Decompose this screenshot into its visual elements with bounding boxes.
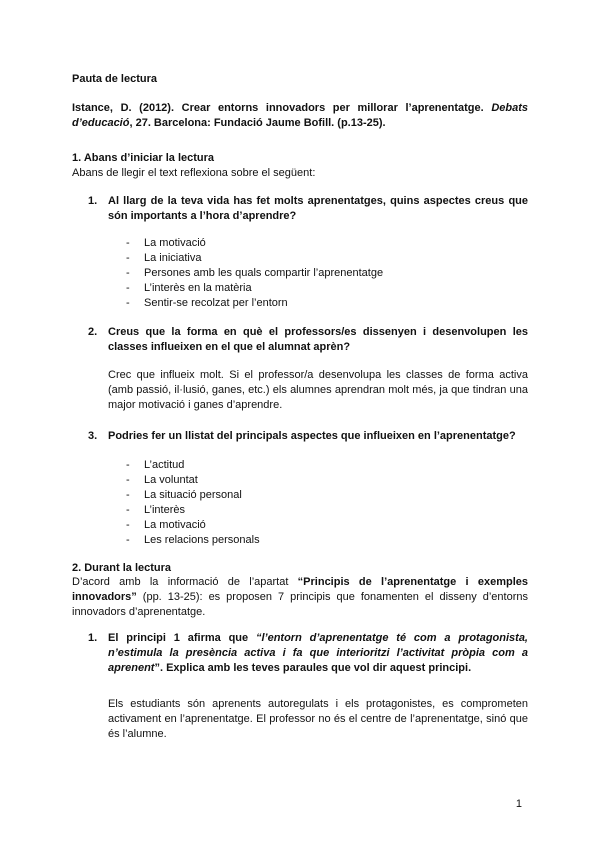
dash-bullet: - bbox=[126, 534, 130, 546]
list-item: - L’interès bbox=[126, 504, 185, 516]
dash-bullet: - bbox=[126, 297, 130, 309]
s2-q1-answer: Els estudiants són aprenents autoregulats i els protagonistes, es comprometen activament en l’aprenentatge. El professor no és el centre de l’aprenentatge, sinó que és l’alumne. bbox=[108, 698, 528, 740]
dash-bullet: - bbox=[126, 519, 130, 531]
dash-bullet: - bbox=[126, 267, 130, 279]
dash-bullet: - bbox=[126, 459, 130, 471]
citation-main: Istance, D. (2012). Crear entorns innovadors per millorar l’aprenentatge. bbox=[72, 102, 492, 114]
question-number: 1. bbox=[88, 195, 98, 207]
s1-q2-answer: Crec que influeix molt. Si el professor/a desenvolupa les classes de forma activa (amb passió, il·lusió, ganes, etc.) els alumnes aprendran molt més, ja que tindran una major motivació i ganes d’aprendre. bbox=[108, 369, 528, 411]
dash-bullet: - bbox=[126, 504, 130, 516]
list-item: - Sentir-se recolzat per l’entorn bbox=[126, 297, 288, 309]
page-number: 1 bbox=[515, 798, 522, 810]
document-title: Pauta de lectura bbox=[72, 73, 157, 85]
citation-journal: Debats d’educació bbox=[72, 102, 528, 129]
list-item: - La situació personal bbox=[126, 489, 242, 501]
section1-intro: Abans de llegir el text reflexiona sobre el següent: bbox=[72, 167, 316, 179]
principle-quote: “l’entorn d’aprenentatge té com a protagonista, n’estimula la presència activa i fa que interioritzi l’activitat pròpia com a aprenent bbox=[108, 632, 528, 674]
list-item: - La voluntat bbox=[126, 474, 198, 486]
section2-intro: D’acord amb la informació de l’apartat “Principis de l’aprenentatge i exemples innovadors” (pp. 13-25): es proposen 7 principis que fonamenten el disseny d’entorns innovadors d’aprenentatge. bbox=[72, 576, 528, 618]
section1-heading: 1. Abans d’iniciar la lectura bbox=[72, 152, 215, 164]
list-item: - La iniciativa bbox=[126, 252, 202, 264]
list-item: - L’interès en la matèria bbox=[126, 282, 252, 294]
question-text: Creus que la forma en què el professors/es dissenyen i desenvolupen les classes influeixen en el que el alumnat aprèn? bbox=[108, 326, 528, 353]
list-item: - Persones amb les quals compartir l’aprenentatge bbox=[126, 267, 384, 279]
citation-rest: , 27. Barcelona: Fundació Jaume Bofill. (p.13-25). bbox=[129, 117, 386, 129]
question-text: El principi 1 afirma que “l’entorn d’aprenentatge té com a protagonista, n’estimula la presència activa i fa que interioritzi l’activitat pròpia com a aprenent”. Explica amb les teves paraules que vol dir aquest principi. bbox=[108, 632, 528, 674]
dash-bullet: - bbox=[126, 489, 130, 501]
dash-bullet: - bbox=[126, 237, 130, 249]
dash-bullet: - bbox=[126, 282, 130, 294]
s1-question-2 bbox=[88, 325, 528, 355]
dash-bullet: - bbox=[126, 252, 130, 264]
question-text: Podries fer un llistat del principals aspectes que influeixen en l’aprenentatge? bbox=[108, 430, 516, 442]
s1-question-1 bbox=[88, 194, 528, 224]
s1-q3-list bbox=[126, 458, 506, 548]
list-item: - La motivació bbox=[126, 237, 206, 249]
section2-heading: 2. Durant la lectura bbox=[72, 562, 172, 574]
question-number: 1. bbox=[88, 632, 98, 644]
list-item: - Les relacions personals bbox=[126, 534, 260, 546]
dash-bullet: - bbox=[126, 474, 130, 486]
list-item: - L’actitud bbox=[126, 459, 185, 471]
s2-question-1 bbox=[88, 631, 528, 676]
list-item: - La motivació bbox=[126, 519, 206, 531]
question-number: 2. bbox=[88, 326, 98, 338]
s1-question-3 bbox=[88, 429, 528, 444]
question-number: 3. bbox=[88, 430, 98, 442]
citation bbox=[72, 101, 528, 131]
s1-q1-list bbox=[126, 236, 506, 311]
question-text: Al llarg de la teva vida has fet molts aprenentatges, quins aspectes creus que són importants a l’hora d’aprendre? bbox=[108, 195, 528, 222]
